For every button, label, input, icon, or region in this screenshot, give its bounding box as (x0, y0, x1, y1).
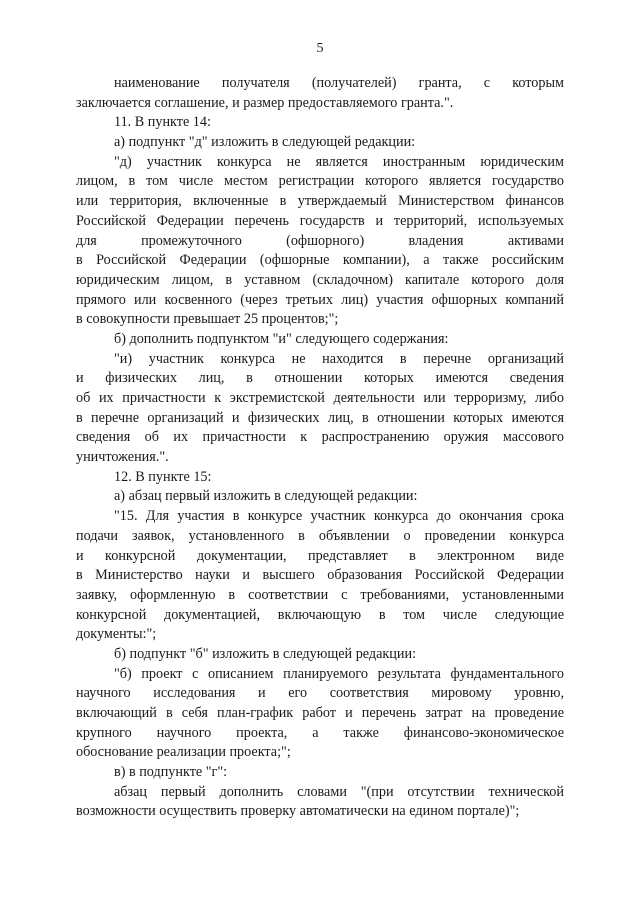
text-line: "б) проект с описанием планируемого результата фундаментального (114, 665, 564, 682)
text-line: в совокупности превышает 25 процентов;"; (76, 311, 339, 328)
text-line: сведения об их причастности к распространению оружия массового (76, 429, 564, 446)
text-line: в Министерство науки и высшего образования Российской Федерации (76, 567, 564, 584)
text-line: научного исследования и его соответствия мировому уровню, (76, 685, 564, 702)
text-line: абзац первый дополнить словами "(при отсутствии технической (114, 783, 564, 800)
text-line: юридическим лицом, в уставном (складочном) капитале которого доля (76, 271, 564, 288)
text-line: б) дополнить подпунктом "и" следующего содержания: (114, 330, 449, 347)
text-line: уничтожения.". (76, 449, 169, 466)
text-line: включающий в себя план-график работ и перечень затрат на проведение (76, 705, 564, 721)
text-line: заявку, оформленную в соответствии с требованиями, установленными (76, 586, 564, 603)
text-line: в) в подпункте "г": (114, 764, 228, 781)
text-line: "д) участник конкурса не является иностранным юридическим (114, 153, 564, 170)
text-line: подачи заявок, установленного в объявлении о проведении конкурса (76, 527, 564, 544)
text-line: Российской Федерации перечень государств и территорий, используемых (76, 212, 564, 229)
text-line: "и) участник конкурса не находится в перечне организаций (114, 350, 564, 367)
text-line: 12. В пункте 15: (114, 468, 212, 485)
text-line: б) подпункт "б" изложить в следующей редакции: (114, 645, 417, 662)
text-line: лицом, в том числе местом регистрации которого является государство (76, 173, 564, 190)
document-body (76, 74, 564, 822)
text-line: и конкурсной документации, представляет в электронном виде (76, 547, 564, 564)
text-line: а) подпункт "д" изложить в следующей редакции: (114, 134, 416, 151)
text-line: обоснование реализации проекта;"; (76, 744, 291, 761)
text-line: прямого или косвенного (через третьих лиц) участия офшорных компаний (76, 291, 564, 308)
text-line: заключается соглашение, и размер предоставляемого гранта.". (76, 94, 454, 111)
text-line: возможности осуществить проверку автоматически на едином портале)"; (76, 803, 520, 820)
text-line: 11. В пункте 14: (114, 114, 211, 131)
text-line: наименование получателя (получателей) гранта, с которым (114, 75, 564, 91)
text-line: в перечне организаций и физических лиц, в отношении которых имеются (76, 409, 564, 426)
page-number: 5 (316, 41, 324, 56)
text-line: и физических лиц, в отношении которых имеются сведения (76, 370, 564, 387)
text-line: или территория, включенные в утверждаемый Министерством финансов (76, 193, 564, 210)
text-line: в Российской Федерации (офшорные компании), а также российским (76, 252, 564, 269)
text-line: крупного научного проекта, а также финансово-экономическое (76, 724, 564, 741)
text-line: для промежуточного (офшорного) владения активами (76, 232, 564, 249)
text-line: "15. Для участия в конкурсе участник конкурса до окончания срока (114, 508, 564, 525)
text-line: конкурсной документацией, включающую в том числе следующие (76, 606, 564, 623)
text-line: а) абзац первый изложить в следующей редакции: (114, 488, 418, 505)
text-line: об их причастности к экстремистской деятельности или терроризму, либо (76, 390, 564, 406)
text-line: документы:"; (76, 626, 157, 643)
